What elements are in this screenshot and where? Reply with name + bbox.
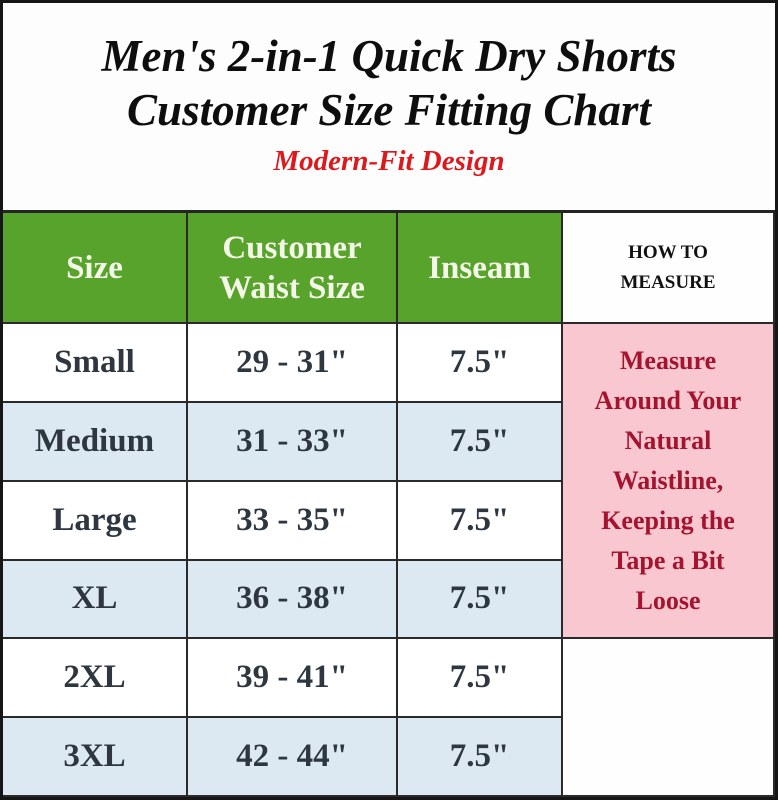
header-cell-size [3, 213, 188, 324]
inseam-cell: 7.5" [398, 718, 563, 797]
header-cell-how-to-measure [563, 213, 775, 324]
header-waist-label: Customer Waist Size [219, 229, 365, 306]
inseam-cell: 7.5" [398, 482, 563, 561]
waist-cell: 31 - 33" [188, 403, 398, 482]
chart-subtitle: Modern-Fit Design [273, 145, 505, 177]
size-cell: 2XL [3, 639, 188, 718]
header-size-label: Size [66, 249, 123, 286]
chart-title-line1: Men's 2-in-1 Quick Dry Shorts [101, 31, 677, 81]
measure-note-cell [563, 324, 775, 639]
header-inseam-label: Inseam [428, 249, 531, 286]
waist-cell: 39 - 41" [188, 639, 398, 718]
fitting-table [3, 210, 775, 797]
size-cell: Small [3, 324, 188, 403]
waist-cell: 33 - 35" [188, 482, 398, 561]
inseam-cell: 7.5" [398, 561, 563, 640]
size-cell: Large [3, 482, 188, 561]
measure-note-text: Measure Around Your Natural Waistline, Keeping the Tape a Bit Loose [594, 345, 742, 615]
header-cell-waist [188, 213, 398, 324]
chart-title-line2: Customer Size Fitting Chart [127, 85, 651, 135]
size-cell: 3XL [3, 718, 188, 797]
inseam-cell: 7.5" [398, 403, 563, 482]
empty-cell [563, 639, 775, 797]
size-cell: Medium [3, 403, 188, 482]
inseam-cell: 7.5" [398, 639, 563, 718]
size-cell: XL [3, 561, 188, 640]
header-cell-inseam [398, 213, 563, 324]
waist-cell: 29 - 31" [188, 324, 398, 403]
header-how-to-measure-label: HOW TO MEASURE [620, 241, 716, 293]
inseam-cell: 7.5" [398, 324, 563, 403]
title-block [3, 3, 775, 207]
waist-cell: 36 - 38" [188, 561, 398, 640]
waist-cell: 42 - 44" [188, 718, 398, 797]
